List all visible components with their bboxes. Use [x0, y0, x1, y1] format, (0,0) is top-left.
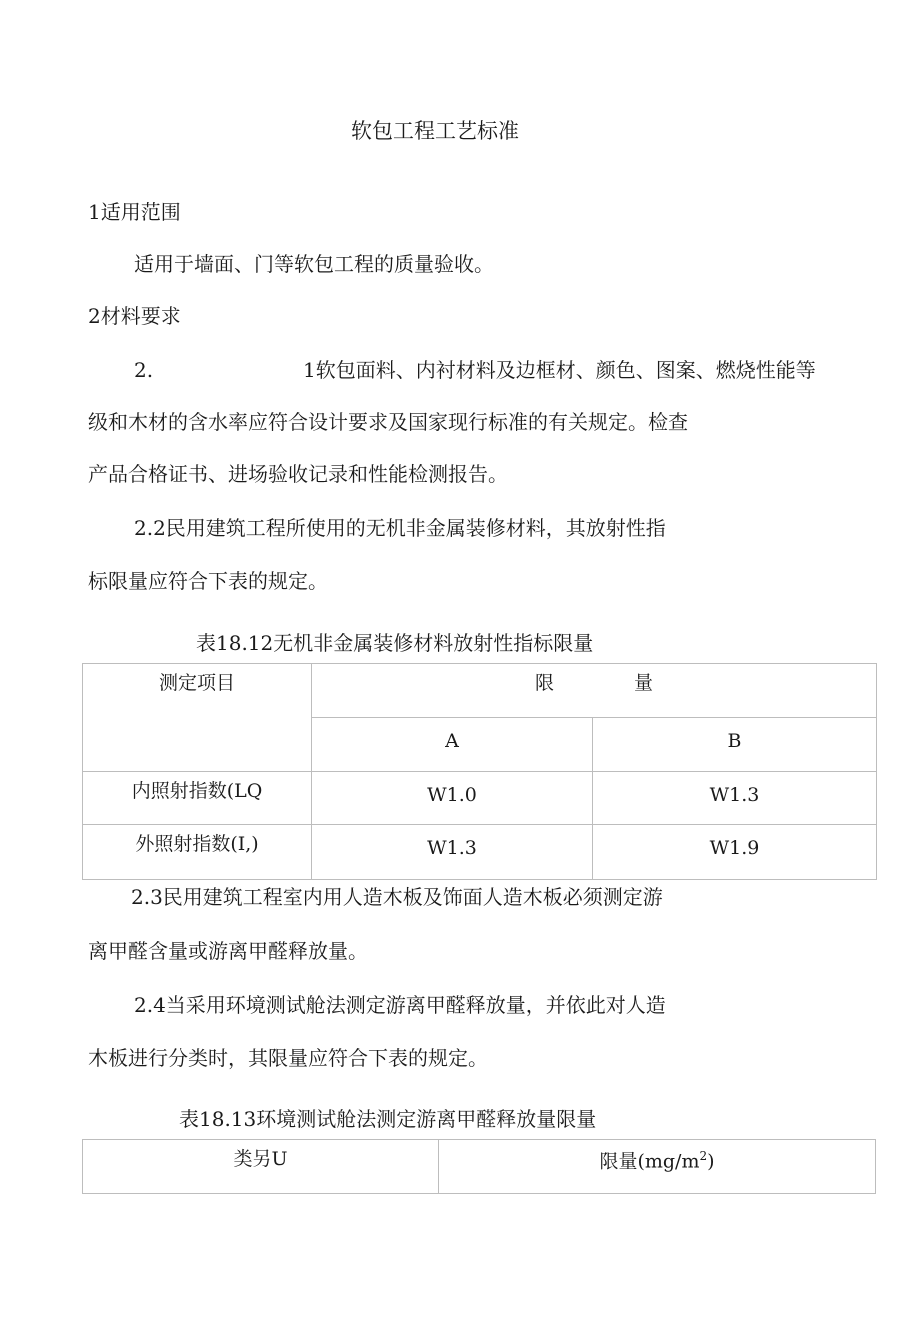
header-col-a: A [312, 718, 593, 772]
row-item: 外照射指数(I,) [83, 825, 312, 880]
table-2-caption: 表18.13环境测试舱法测定游离甲醛释放量限量 [179, 1107, 597, 1131]
row-value-b: W1.3 [593, 772, 877, 825]
header-col-b: B [593, 718, 877, 772]
para-2-2-line-2: 标限量应符合下表的规定。 [88, 569, 328, 593]
header-limit [312, 664, 877, 718]
header-limit-unit [439, 1140, 876, 1194]
para-2-1-line-2: 级和木材的含水率应符合设计要求及国家现行标准的有关规定。检查 [88, 410, 688, 434]
header-limit-char-2: 量 [634, 672, 654, 694]
row-value-a: W1.0 [312, 772, 593, 825]
para-2-2-line-1: 2.2民用建筑工程所使用的无机非金属装修材料，其放射性指 [134, 516, 666, 540]
para-2-1-line-1: 1软包面料、内衬材料及边框材、颜色、图案、燃烧性能等 [303, 358, 816, 382]
para-2-3-line-2: 离甲醛含量或游离甲醛释放量。 [88, 939, 368, 963]
para-2-3-line-1: 2.3民用建筑工程室内用人造木板及饰面人造木板必须测定游 [131, 885, 663, 909]
row-item: 内照射指数(LQ [83, 772, 312, 825]
para-2-4-line-2: 木板进行分类时，其限量应符合下表的规定。 [88, 1046, 488, 1070]
table-row [83, 772, 877, 825]
page-title: 软包工程工艺标准 [351, 119, 519, 143]
header-category: 类另U [83, 1140, 439, 1194]
para-2-1-number: 2. [134, 358, 154, 382]
section-1-text: 适用于墙面、门等软包工程的质量验收。 [134, 252, 494, 276]
header-limit-close: ) [707, 1150, 715, 1173]
section-2-heading: 2材料要求 [88, 304, 181, 328]
section-1-heading: 1适用范围 [88, 200, 181, 224]
row-value-a: W1.3 [312, 825, 593, 880]
header-test-item: 测定项目 [83, 664, 312, 772]
para-2-4-line-1: 2.4当采用环境测试舱法测定游离甲醛释放量，并依此对人造 [134, 993, 666, 1017]
formaldehyde-limit-table [82, 1139, 876, 1194]
header-limit-char-1: 限 [534, 672, 554, 694]
table-row [83, 825, 877, 880]
table-1-caption: 表18.12无机非金属装修材料放射性指标限量 [196, 631, 594, 655]
header-limit-text: 限量(mg/m [599, 1150, 700, 1173]
header-limit-superscript: 2 [699, 1149, 708, 1163]
row-value-b: W1.9 [593, 825, 877, 880]
radioactivity-limit-table [82, 663, 877, 880]
para-2-1-line-3: 产品合格证书、进场验收记录和性能检测报告。 [88, 462, 508, 486]
